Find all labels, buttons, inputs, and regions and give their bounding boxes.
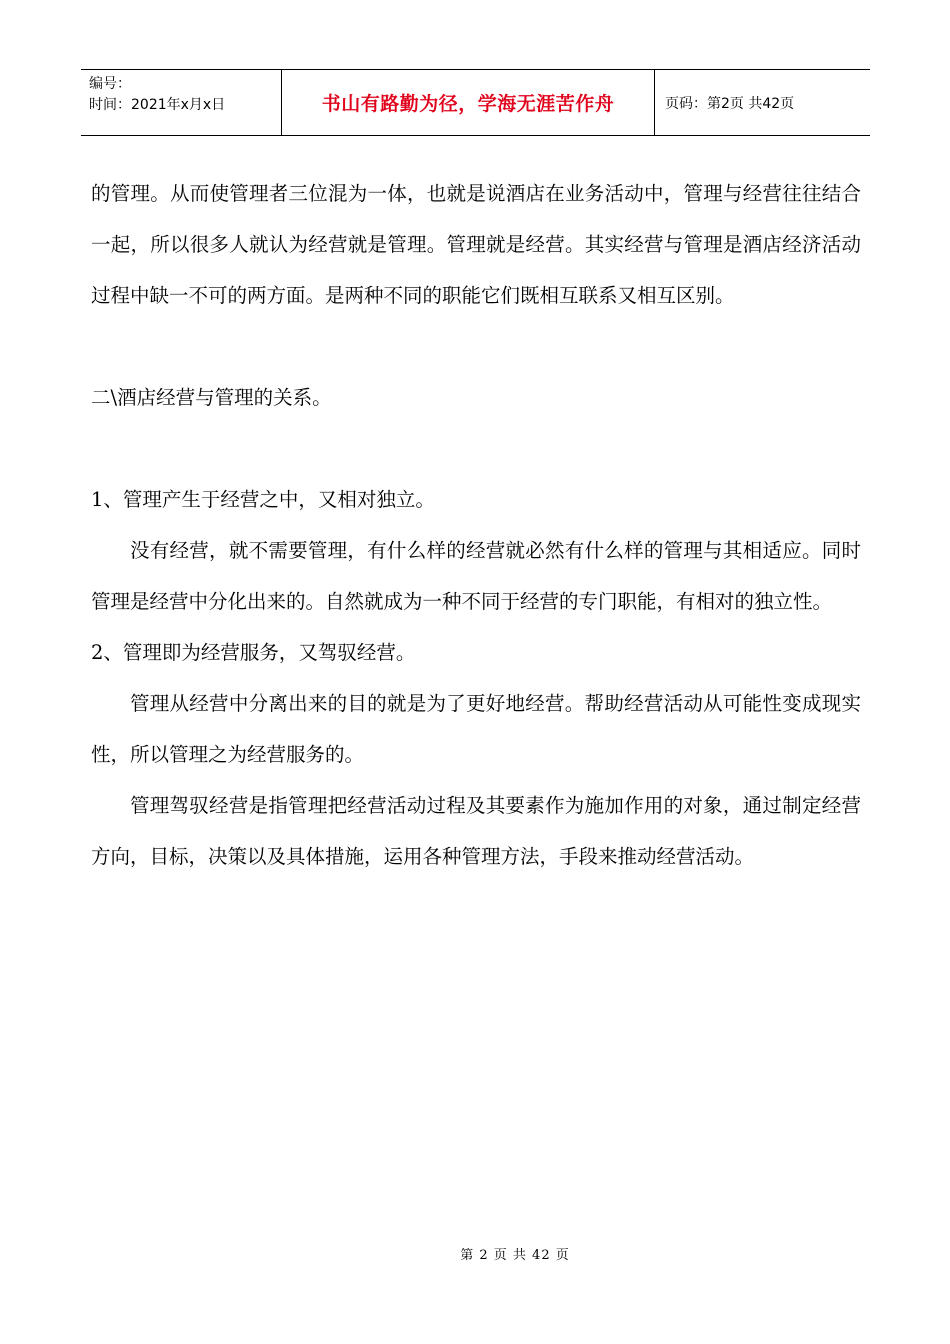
- page-info-text: 页码：第2页 共42页: [665, 95, 795, 112]
- time-label: 时间：2021年x月x日: [89, 97, 226, 113]
- header-motto: [282, 70, 655, 135]
- header-page-info: [655, 70, 870, 135]
- spacer: [91, 423, 861, 474]
- intro-paragraph: 的管理。从而使管理者三位混为一体，也就是说酒店在业务活动中，管理与经营往往结合一起，所以很多人就认为经营就是管理。管理就是经营。其实经营与管理是酒店经济活动过程中缺一不可的两方面。是两种不同的职能它们既相互联系又相互区别。: [91, 182, 861, 307]
- serial-label: 编号：: [89, 76, 131, 92]
- document-body: [91, 168, 861, 882]
- section-heading: 二\酒店经营与管理的关系。: [91, 386, 332, 409]
- item1-title: 1、管理产生于经营之中，又相对独立。: [91, 488, 435, 511]
- item2-paragraph-2: 管理驾驭经营是指管理把经营活动过程及其要素作为施加作用的对象，通过制定经营方向，目标，决策以及具体措施，运用各种管理方法，手段来推动经营活动。: [91, 794, 861, 868]
- spacer: [91, 321, 861, 372]
- item2-title: 2、管理即为经营服务，又驾驭经营。: [91, 641, 416, 664]
- header-meta: [81, 70, 282, 135]
- page-footer: [0, 1244, 950, 1263]
- footer-page-number: 第 2 页 共 42 页: [460, 1248, 570, 1263]
- item2-paragraph-1: 管理从经营中分离出来的目的就是为了更好地经营。帮助经营活动从可能性变成现实性，所以管理之为经营服务的。: [91, 692, 861, 766]
- motto-text: 书山有路勤为径，学海无涯苦作舟: [321, 93, 615, 115]
- item1-paragraph: 没有经营，就不需要管理，有什么样的经营就必然有什么样的管理与其相适应。同时管理是经营中分化出来的。自然就成为一种不同于经营的专门职能，有相对的独立性。: [91, 539, 861, 613]
- page-header: [81, 69, 870, 136]
